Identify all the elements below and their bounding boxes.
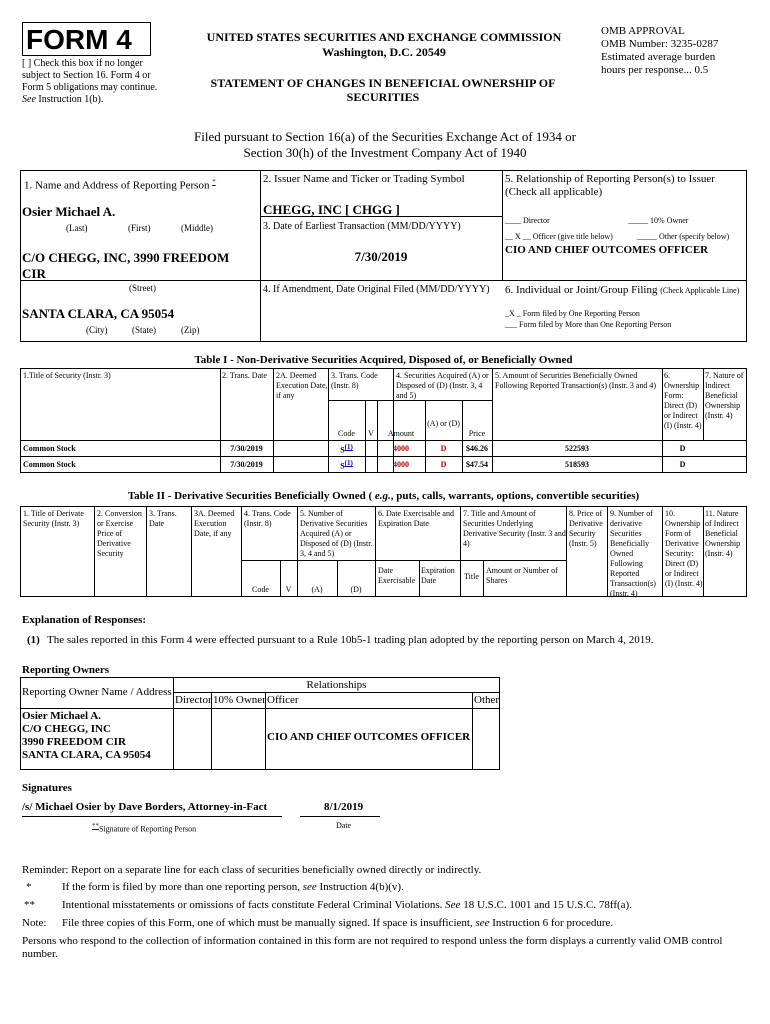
t1-col-form: 6. Ownership Form: Direct (D) or Indirect (I) (Instr. 4) xyxy=(664,371,702,430)
t1-row1-amount: 4000 xyxy=(393,444,409,453)
label-zip: (Zip) xyxy=(181,325,200,335)
statement-title: STATEMENT OF CHANGES IN BENEFICIAL OWNERSHIP OF SECURITIES xyxy=(210,76,556,104)
t1-row1-code: $S^{(1)}$ xyxy=(340,443,353,455)
t1-row1-title: Common Stock xyxy=(23,444,76,453)
t1-row2-date: 7/30/2019 xyxy=(230,460,263,469)
note-label: Note: xyxy=(22,917,47,929)
footnote-star-text: If the form is filed by more than one reporting person, see Instruction 4(b)(v). xyxy=(62,881,404,893)
label-reporting-person: 1. Name and Address of Reporting Person * xyxy=(24,178,216,192)
t2-sub-title: Title xyxy=(464,572,479,581)
check-one-person[interactable]: _X _ Form filed by One Reporting Person xyxy=(505,309,640,318)
signatures-heading: Signatures xyxy=(22,782,72,794)
owners-col-relationships: Relationships xyxy=(306,679,367,691)
t1-col-title: 1.Title of Security (Instr. 3) xyxy=(23,371,111,380)
signature-label: **Signature of Reporting Person xyxy=(92,822,197,834)
t1-col-deemed: 2A. Deemed Execution Date, if any xyxy=(276,371,328,400)
t2-sub-amount: Amount or Number of Shares xyxy=(486,566,558,585)
reporting-name: Osier Michael A. xyxy=(22,204,116,219)
check-10-owner[interactable]: _____ 10% Owner xyxy=(628,216,689,225)
t1-row1-owned: 522593 xyxy=(565,444,589,453)
reporting-city: SANTA CLARA, CA 95054 xyxy=(22,306,175,321)
label-relationship: 5. Relationship of Reporting Person(s) to Issuer (Check all applicable) xyxy=(505,173,715,198)
t1-row1-date: 7/30/2019 xyxy=(230,444,263,453)
issuer-name: CHEGG, INC [ CHGG ] xyxy=(263,202,400,217)
date-label: Date xyxy=(336,821,352,830)
t2-col-deemed: 3A. Deemed Execution Date, if any xyxy=(194,509,235,538)
t1-row1-ad: D xyxy=(440,444,447,453)
t1-sub-ad: (A) or (D) xyxy=(427,419,460,428)
t2-sub-code: Code xyxy=(252,585,269,594)
check-director[interactable]: ____ Director xyxy=(505,216,550,225)
t2-col-exercisable: 6. Date Exercisable and Expiration Date xyxy=(378,509,454,528)
t1-row2-ad: D xyxy=(440,460,447,469)
owners-col-officer: Officer xyxy=(267,694,299,706)
label-street: (Street) xyxy=(129,283,156,293)
signature-date: 8/1/2019 xyxy=(324,801,364,813)
label-issuer: 2. Issuer Name and Ticker or Trading Symbol xyxy=(263,173,465,185)
t2-col-nature: 11. Nature of Indirect Beneficial Ownership (Instr. 4) xyxy=(705,509,741,558)
owners-col-director: Director xyxy=(175,694,212,706)
label-last: (Last) xyxy=(66,223,88,233)
earliest-date: 7/30/2019 xyxy=(354,249,408,264)
owners-col-other: Other xyxy=(474,694,500,706)
t1-row2-title: Common Stock xyxy=(23,460,76,469)
reminder: Reminder: Report on a separate line for each class of securities beneficially owned directly or indirectly. xyxy=(22,864,482,876)
footnote-double-star-text: Intentional misstatements or omissions of facts constitute Federal Criminal Violations. See 18 U.S.C. 1001 and 15 U.S.C. 78ff(a). xyxy=(62,899,632,911)
t2-col-price: 8. Price of Derivative Security (Instr. 5) xyxy=(569,509,603,548)
t1-row2-amount: 4000 xyxy=(393,460,409,469)
label-city: (City) xyxy=(86,325,108,335)
owners-col-name: Reporting Owner Name / Address xyxy=(22,686,172,698)
t2-col-number-owned: 9. Number of derivative Securities Beneficially Owned Following Reported Transaction(s) (Instr. 4) xyxy=(610,509,656,598)
footnote-double-star: ** xyxy=(24,899,35,911)
agency-city: Washington, D.C. 20549 xyxy=(322,45,446,59)
t2-sub-d: (D) xyxy=(350,585,362,594)
agency-name: UNITED STATES SECURITIES AND EXCHANGE COMMISSION xyxy=(206,30,562,44)
t1-row2-price: $47.54 xyxy=(466,460,488,469)
owners-col-10: 10% Owner xyxy=(213,694,266,706)
t1-row2-owned: 518593 xyxy=(565,460,589,469)
t2-col-code: 4. Trans. Code (Instr. 8) xyxy=(244,509,291,528)
t2-col-title: 1. Title of Derivate Security (Instr. 3) xyxy=(23,509,84,528)
explanation-number: (1) xyxy=(27,634,40,646)
note-text: File three copies of this Form, one of which must be manually signed. If space is insufficient, see Instruction 6 for procedure. xyxy=(62,917,614,929)
t1-col-date: 2. Trans. Date xyxy=(222,371,267,380)
t1-row2-code: $S^{(1)}$ xyxy=(340,459,353,471)
t2-sub-date-exercisable: Date Exercisable xyxy=(378,566,416,585)
t1-col-owned: 5. Amount of Securities Beneficially Owned Following Reported Transaction(s) (Instr. 3 and 4) xyxy=(495,371,657,390)
table2-title: Table II - Derivative Securities Beneficially Owned ( e.g., puts, calls, warrants, options, convertible securities) xyxy=(127,490,640,502)
officer-title: CIO AND CHIEF OUTCOMES OFFICER xyxy=(505,244,709,256)
t1-sub-price: Price xyxy=(468,429,486,438)
t2-sub-expiration: Expiration Date xyxy=(421,566,455,585)
t1-sub-amount: Amount xyxy=(387,429,415,438)
label-middle: (Middle) xyxy=(181,223,213,233)
t1-sub-code: Code xyxy=(338,429,355,438)
omb-disclaimer: Persons who respond to the collection of information contained in this form are not required to respond unless the form displays a currently valid OMB control number. xyxy=(22,935,723,960)
table1-title: Table I - Non-Derivative Securities Acquired, Disposed of, or Beneficially Owned xyxy=(194,354,573,366)
t1-row2-form: D xyxy=(679,460,686,469)
omb-block: OMB APPROVAL OMB Number: 3235-0287 Estimated average burden hours per response... 0.5 xyxy=(601,25,719,76)
filed-pursuant: Filed pursuant to Section 16(a) of the Securities Exchange Act of 1934 or Section 30(h) of the Investment Company Act of 1940 xyxy=(194,129,576,160)
t1-col-nature: 7. Nature of Indirect Beneficial Ownership (Instr. 4) xyxy=(705,371,744,420)
t2-col-conversion: 2. Conversion or Exercise Price of Derivative Security xyxy=(97,509,142,558)
form-title: FORM 4 xyxy=(26,24,132,55)
label-first: (First) xyxy=(128,223,151,233)
explanation-text: The sales reported in this Form 4 were effected pursuant to a Rule 10b5-1 trading plan adopted by the reporting person on March 4, 2019. xyxy=(47,634,654,646)
t2-sub-a: (A) xyxy=(311,585,323,594)
reporting-street: C/O CHEGG, INC, 3990 FREEDOM CIR xyxy=(22,250,230,281)
label-amendment: 4. If Amendment, Date Original Filed (MM/DD/YYYY) xyxy=(263,284,490,295)
explanation-heading: Explanation of Responses: xyxy=(22,614,147,626)
footnote-star: * xyxy=(26,881,32,893)
t2-col-underlying: 7. Title and Amount of Securities Underlying Derivative Security (Instr. 3 and 4) xyxy=(463,509,566,548)
t1-row1-price: $46.26 xyxy=(466,444,488,453)
owners-heading: Reporting Owners xyxy=(22,664,110,676)
label-filing-type: 6. Individual or Joint/Group Filing (Check Applicable Line) xyxy=(505,284,740,296)
owner-address: Osier Michael A. C/O CHEGG, INC 3990 FREEDOM CIR SANTA CLARA, CA 95054 xyxy=(22,710,151,761)
t2-col-date: 3. Trans. Date xyxy=(149,509,177,528)
check-officer[interactable]: __ X __ Officer (give title below) xyxy=(505,232,613,241)
t2-sub-v: V xyxy=(285,585,292,594)
t1-row1-form: D xyxy=(679,444,686,453)
label-state: (State) xyxy=(132,325,156,335)
signature-value: /s/ Michael Osier by Dave Borders, Attorney-in-Fact xyxy=(22,801,268,813)
t2-col-form: 10. Ownership Form of Derivative Security: Direct (D) or Indirect (I) (Instr. 4) xyxy=(665,509,703,588)
t1-col-code: 3. Trans. Code (Instr. 8) xyxy=(331,371,378,390)
owner-officer-title: CIO AND CHIEF OUTCOMES OFFICER xyxy=(267,731,471,743)
t1-sub-v: V xyxy=(368,429,374,438)
t1-col-acquired: 4. Securities Acquired (A) or Disposed of (D) (Instr. 3, 4 and 5) xyxy=(396,371,489,400)
label-earliest-date: 3. Date of Earliest Transaction (MM/DD/YYYY) xyxy=(263,221,461,232)
t2-col-number: 5. Number of Derivative Securities Acquired (A) or Disposed of (D) (Instr. 3, 4 and 5) xyxy=(300,509,373,558)
checkbox-note[interactable]: [ ] Check this box if no longer subject to Section 16. Form 4 or Form 5 obligations may continue. See Instruction 1(b). xyxy=(22,58,158,105)
check-more-persons[interactable]: ___ Form filed by More than One Reporting Person xyxy=(505,320,672,329)
check-other[interactable]: _____ Other (specify below) xyxy=(637,232,730,241)
